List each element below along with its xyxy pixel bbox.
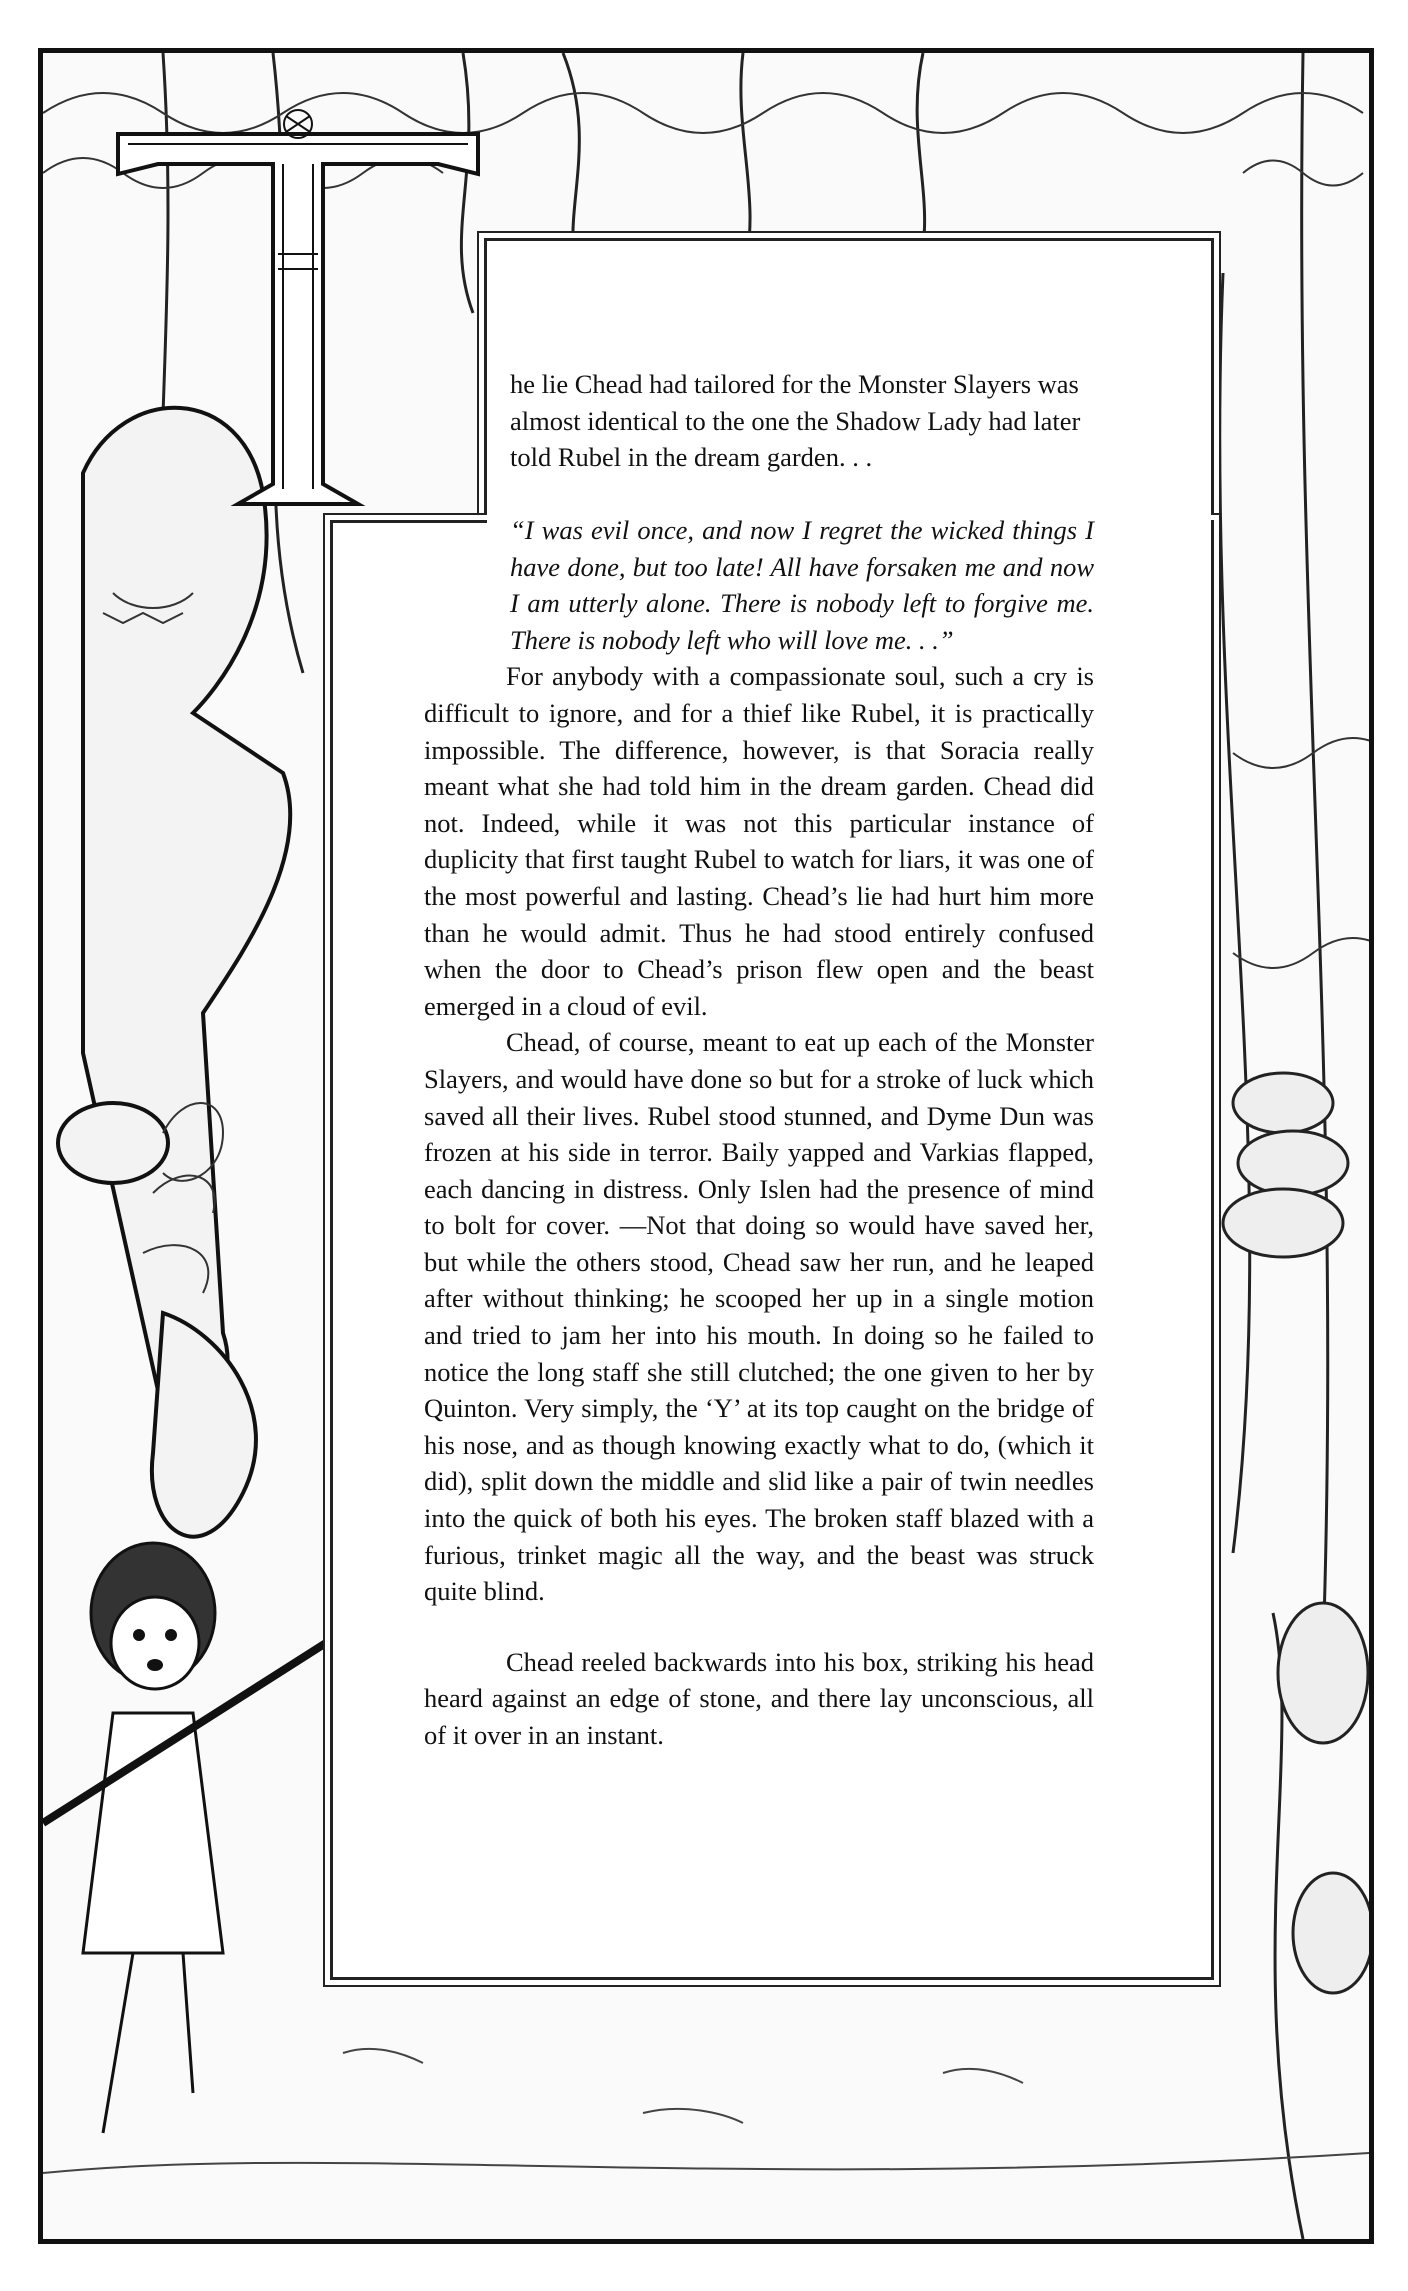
paragraph-1: For anybody with a compassionate soul, such a cry is difficult to ignore, and for a thief like Rubel, it is practically impossible. The difference, however, is that Soracia really meant what she had told him in the dream garden. Chead did not. Indeed, while it was not this particular instance of duplicity that first taught Rubel to watch for liars, it was one of the most powerful and lasting. Chead’s lie had hurt him more than he would admit. Thus he had stood entirely confused when the door to Chead’s prison flew open and the beast emerged in a cloud of evil. — [424, 661, 1094, 1021]
paragraph-2: Chead, of course, meant to eat up each of the Monster Slayers, and would have done so but for a stroke of luck which saved all their lives. Rubel stood stunned, and Dyme Dun was frozen at his side in terror. Baily yapped and Varkias flapped, each dancing in distress. Only Islen had the presence of mind to bolt for cover. —Not that doing so would have saved her, but while the others stood, Chead saw her run, and he leaped after without thinking; he scooped her up in a single motion and tried to jam her into his mouth. In doing so he failed to notice the long staff she still clutched; the one given to her by Quinton. Very simply, the ‘Y’ at its top caught on the bridge of his nose, and as though knowing exactly what to do, (which it did), split down the middle and slid like a pair of twin needles into the quick of both his eyes. The broken staff blazed with a furious, trinket magic all the way, and the beast was struck quite blind. — [424, 1027, 1094, 1607]
intro-paragraph: he lie Chead had tailored for the Monster Slayers was almost identical to the one the Shadow Lady had later told Rubel in the dream garden. . . — [510, 369, 1081, 473]
drop-cap-text: T — [297, 344, 299, 345]
paragraph-3: Chead reeled backwards into his box, striking his head heard against an edge of stone, and there lay unconscious, all of it over in an instant. — [424, 1646, 1094, 1750]
drop-cap-letter — [108, 104, 488, 524]
intro-text — [510, 366, 1090, 476]
body-text — [424, 512, 1094, 1754]
quote-paragraph: “I was evil once, and now I regret the wicked things I have done, but too late! All have forsaken me and now I am utterly alone. There is nobody left to forgive me. There is nobody left who will love me. . .” — [510, 515, 1094, 655]
